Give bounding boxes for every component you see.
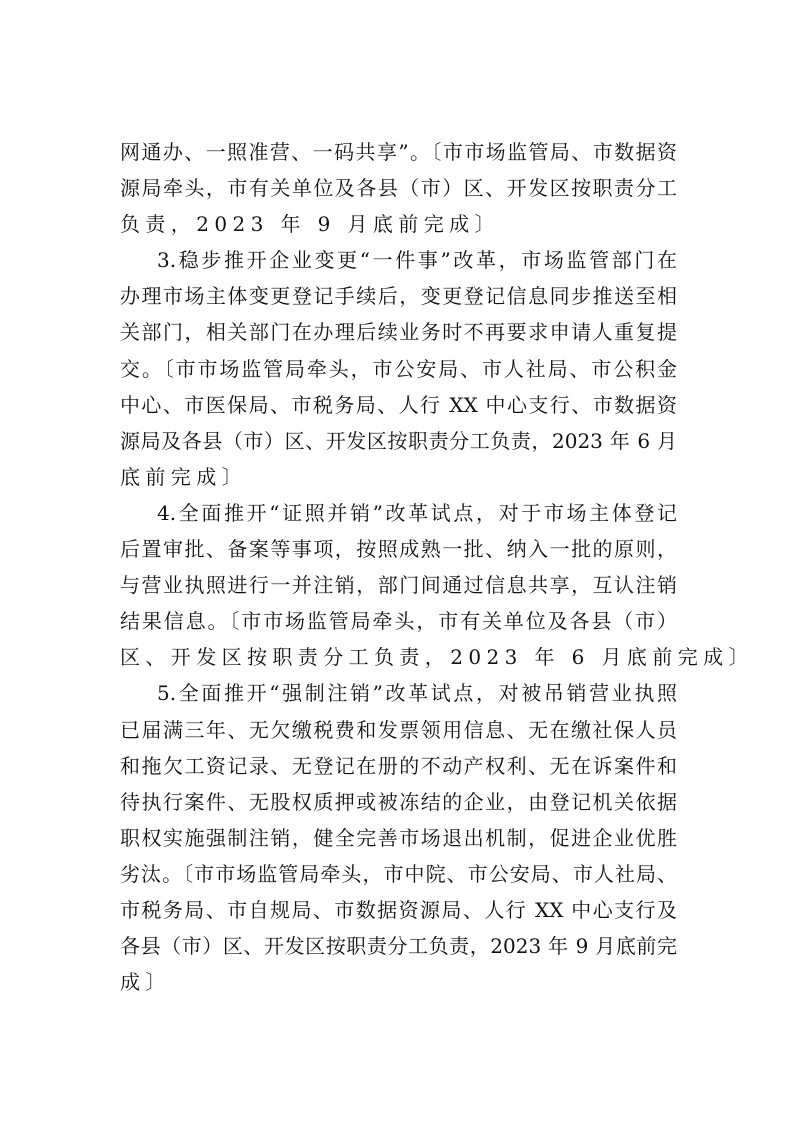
text-line: 交。〔市市场监管局牵头，市公安局、市人社局、市公积金 — [120, 356, 677, 381]
text-line: 网通办、一照准营、一码共享”。〔市市场监管局、市数据资 — [120, 140, 677, 164]
text-line: 已届满三年、无欠缴税费和发票领用信息、无在缴社保人员 — [120, 717, 677, 742]
text-line: 职权实施强制注销，健全完善市场退出机制，促进企业优胜 — [120, 825, 677, 850]
text-line: 4.全面推开“证照并销”改革试点，对于市场主体登记 — [157, 500, 677, 525]
text-line: 中心、市医保局、市税务局、人行 XX 中心支行、市数据资 — [120, 392, 677, 417]
text-line: 结果信息。〔市市场监管局牵头，市有关单位及各县（市） — [120, 609, 677, 634]
text-line: 市税务局、市自规局、市数据资源局、人行 XX 中心支行及 — [120, 897, 677, 922]
paragraph — [120, 495, 754, 675]
text-line: 底前完成〕 — [120, 464, 247, 489]
text-line: 各县（市）区、开发区按职责分工负责，2023 年 9 月底前完 — [120, 934, 677, 959]
text-line: 办理市场主体变更登记手续后，变更登记信息同步推送至相 — [120, 284, 677, 309]
text-line: 3.稳步推开企业变更“一件事”改革，市场监管部门在 — [157, 248, 677, 273]
text-line: 成〕 — [120, 970, 171, 995]
text-line: 与营业执照进行一并注销，部门间通过信息共享，互认注销 — [120, 573, 677, 598]
text-line: 和拖欠工资记录、无登记在册的不动产权利、无在诉案件和 — [120, 753, 677, 778]
paragraph — [120, 134, 677, 242]
text-line: 负责，2023 年 9 月底前完成〕 — [120, 212, 500, 237]
paragraph — [120, 675, 677, 1000]
text-line: 源局及各县（市）区、开发区按职责分工负责，2023 年 6 月 — [120, 428, 677, 453]
text-line: 劣汰。〔市市场监管局牵头，市中院、市公安局、市人社局、 — [120, 861, 677, 886]
text-line: 待执行案件、无股权质押或被冻结的企业，由登记机关依据 — [120, 789, 677, 814]
text-line: 关部门，相关部门在办理后续业务时不再要求申请人重复提 — [120, 320, 677, 345]
text-line: 区、开发区按职责分工负责，2023 年 6 月底前完成〕 — [120, 645, 754, 670]
paragraph — [120, 242, 677, 495]
text-line: 源局牵头，市有关单位及各县（市）区、开发区按职责分工 — [120, 176, 677, 201]
text-line: 后置审批、备案等事项，按照成熟一批、纳入一批的原则， — [120, 537, 677, 562]
document-body — [120, 134, 754, 1000]
text-line: 5.全面推开“强制注销”改革试点，对被吊销营业执照 — [157, 681, 677, 706]
